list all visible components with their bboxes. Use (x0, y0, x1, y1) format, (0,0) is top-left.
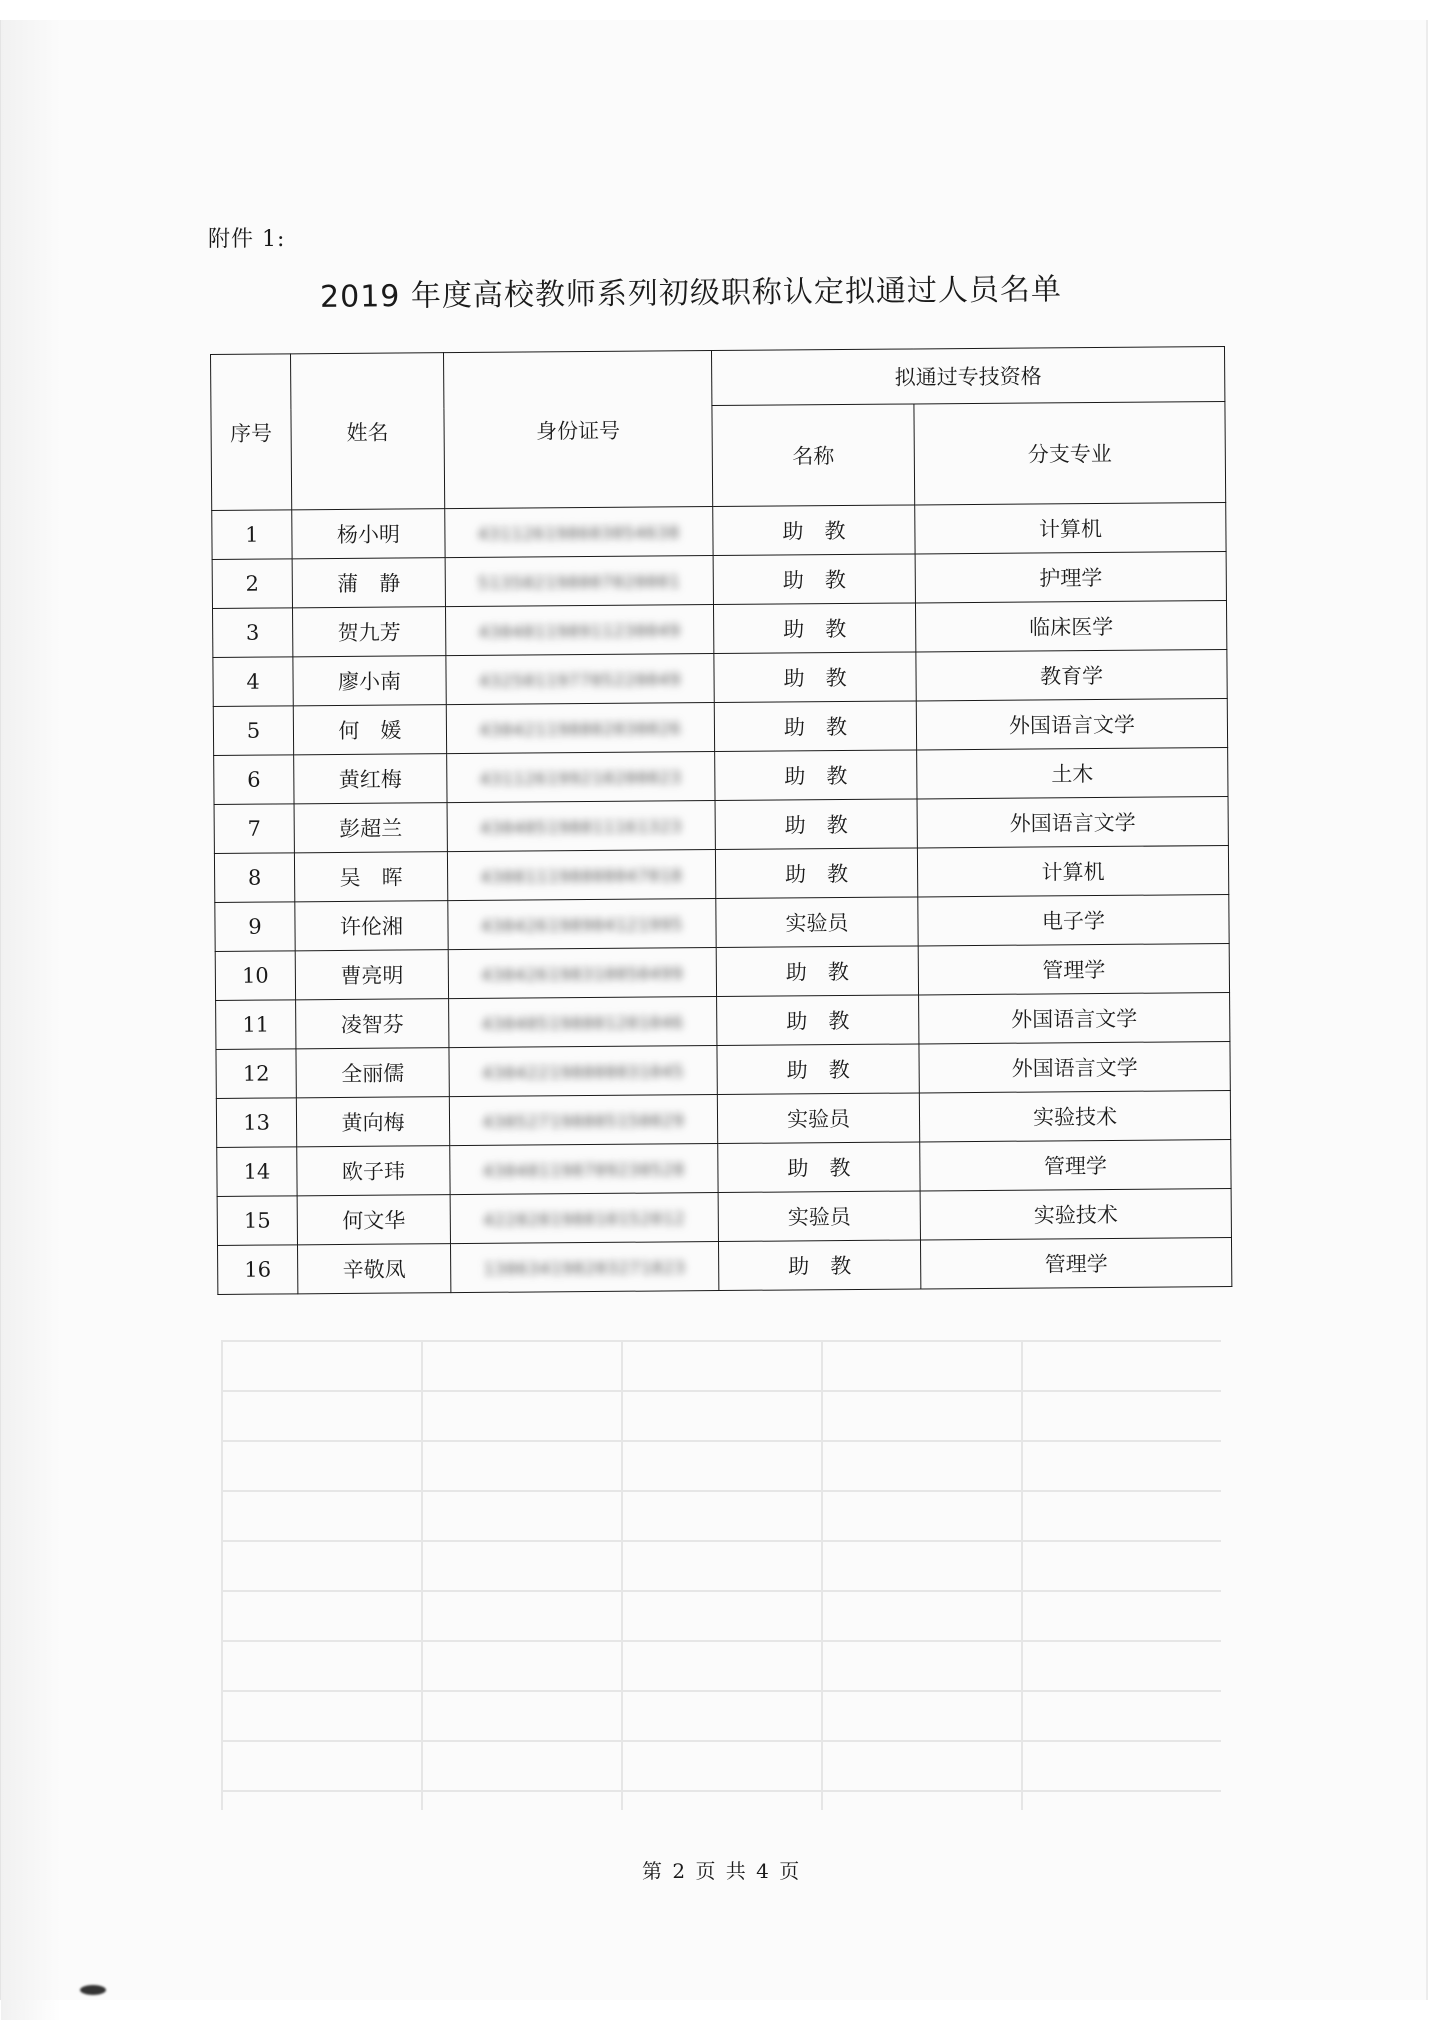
row-id-number: 513502198007020001 (478, 572, 681, 594)
row-title-cell (718, 1191, 920, 1242)
row-id-number: 430481198911230049 (478, 621, 681, 643)
row-name: 全丽儒 (341, 1061, 405, 1086)
row-specialty-cell (915, 601, 1226, 652)
row-specialty-cell (919, 993, 1230, 1044)
row-title-cell (716, 897, 918, 948)
row-seq-cell (212, 608, 292, 658)
table-row (215, 895, 1229, 952)
row-name-cell (292, 558, 445, 608)
row-name-cell (292, 509, 445, 559)
header-name: 姓名 (291, 353, 445, 510)
row-seq: 3 (245, 620, 260, 645)
header-specialty: 分支专业 (914, 402, 1226, 505)
row-specialty: 外国语言文学 (1008, 712, 1136, 738)
row-name: 何 媛 (338, 718, 402, 744)
row-specialty-cell (915, 552, 1226, 603)
row-title-cell (713, 505, 915, 556)
page-edge-shadow (1, 20, 61, 2020)
row-id-number-cell (445, 605, 713, 656)
row-specialty-cell (916, 650, 1227, 701)
row-specialty: 临床医学 (1029, 614, 1114, 640)
row-name: 欧子玮 (341, 1159, 406, 1184)
row-seq-cell (214, 853, 294, 903)
header-seq: 序号 (211, 354, 292, 511)
row-title: 实验员 (786, 1106, 851, 1132)
table-row (216, 1091, 1230, 1148)
row-specialty: 护理学 (1039, 565, 1103, 591)
scan-speck (80, 1985, 106, 1995)
row-name-cell (296, 1048, 449, 1098)
row-id-number: 432501197705220049 (478, 670, 682, 692)
row-name-cell (293, 656, 446, 706)
row-specialty-cell (920, 1140, 1231, 1191)
row-seq: 8 (247, 865, 262, 890)
header-title-name: 名称 (712, 404, 915, 507)
row-seq: 5 (246, 718, 261, 743)
row-seq: 14 (243, 1159, 271, 1184)
row-specialty-cell (918, 944, 1229, 995)
header-qualification-group: 拟通过专技资格 (711, 347, 1224, 406)
row-seq-cell (212, 510, 292, 560)
row-specialty-cell (920, 1238, 1231, 1289)
row-id-number-cell (448, 948, 716, 999)
row-seq-cell (218, 1245, 298, 1295)
row-name-cell (295, 950, 448, 1000)
row-seq: 15 (243, 1208, 271, 1233)
row-id-number-cell (450, 1193, 718, 1244)
row-id-number-cell (447, 850, 715, 901)
row-title: 助 教 (783, 666, 847, 691)
table-row (212, 503, 1226, 560)
row-title: 实验员 (787, 1204, 851, 1230)
row-title-cell (713, 603, 915, 654)
row-id-number-cell (448, 899, 716, 950)
row-title-cell (718, 1142, 920, 1193)
table-row (212, 552, 1226, 609)
row-name: 黄红梅 (338, 767, 402, 793)
table-row (213, 650, 1227, 707)
row-seq-cell (215, 951, 295, 1001)
row-id-number: 430405198811161323 (480, 817, 683, 839)
row-name: 贺九芳 (337, 620, 401, 646)
row-title-cell (716, 946, 918, 997)
row-title: 助 教 (786, 1057, 850, 1083)
row-title: 助 教 (782, 568, 846, 593)
row-seq: 12 (242, 1061, 270, 1086)
row-seq: 16 (244, 1257, 272, 1282)
row-title: 助 教 (784, 813, 848, 838)
table-row (212, 601, 1226, 658)
row-name: 廖小南 (337, 669, 402, 695)
row-name-cell (294, 852, 447, 902)
row-id-number-cell (450, 1144, 718, 1195)
row-name-cell (297, 1195, 450, 1245)
row-seq: 2 (245, 571, 260, 596)
row-name: 凌智芬 (340, 1012, 404, 1037)
row-id-number-cell (445, 556, 713, 607)
row-id-number: 430405198801201046 (481, 1013, 684, 1035)
row-id-number: 422828198810152012 (483, 1209, 686, 1231)
row-name: 吴 晖 (339, 865, 403, 890)
row-title-cell (713, 554, 915, 605)
row-name: 杨小明 (336, 522, 401, 548)
row-specialty: 教育学 (1039, 663, 1104, 689)
row-specialty-cell (916, 699, 1227, 750)
table-row (214, 748, 1228, 805)
row-id-number-cell (449, 997, 717, 1048)
row-id-number: 430426198310050499 (481, 964, 684, 986)
row-name-cell (296, 999, 449, 1049)
table-row (216, 993, 1230, 1050)
row-name: 许伦湘 (339, 914, 404, 939)
row-name-cell (297, 1244, 450, 1294)
row-specialty: 外国语言文学 (1009, 810, 1136, 836)
row-title: 实验员 (785, 911, 849, 936)
row-id-number: 430421198802030026 (479, 719, 682, 741)
row-seq: 10 (241, 963, 269, 988)
row-specialty-cell (920, 1189, 1231, 1240)
row-name-cell (294, 803, 447, 853)
row-title: 助 教 (784, 764, 848, 789)
row-specialty: 计算机 (1041, 859, 1105, 885)
row-name: 彭超兰 (339, 816, 403, 841)
row-seq-cell (216, 1049, 296, 1099)
row-name: 辛敬凤 (342, 1257, 406, 1282)
row-title-cell (715, 799, 917, 850)
table-row (213, 699, 1227, 756)
row-specialty: 外国语言文学 (1011, 1055, 1138, 1081)
row-id-number: 430481198709230528 (482, 1160, 686, 1182)
row-id-number-cell (446, 654, 714, 705)
row-title-cell (714, 701, 916, 752)
row-specialty: 实验技术 (1033, 1202, 1118, 1228)
row-specialty: 实验技术 (1032, 1104, 1118, 1130)
row-id-number-cell (449, 1046, 717, 1097)
row-title-cell (714, 652, 916, 703)
table-row (218, 1238, 1232, 1295)
row-title: 助 教 (786, 1009, 850, 1034)
row-specialty: 外国语言文学 (1011, 1006, 1138, 1032)
row-seq-cell (213, 706, 293, 756)
row-specialty: 管理学 (1043, 1153, 1107, 1179)
row-seq: 1 (245, 522, 259, 547)
row-seq-cell (217, 1196, 297, 1246)
row-specialty: 管理学 (1044, 1251, 1108, 1277)
row-id-number: 431126198603054638 (477, 523, 681, 545)
row-seq: 13 (243, 1110, 270, 1135)
table-row (214, 846, 1228, 903)
row-specialty-cell (919, 1042, 1230, 1093)
row-id-number-cell (447, 801, 715, 852)
page-number: 第 2 页 共 4 页 (642, 1859, 802, 1883)
row-id-number: 430426198904121995 (480, 915, 684, 937)
row-specialty: 电子学 (1041, 908, 1106, 934)
row-title: 助 教 (783, 617, 847, 642)
row-seq-cell (215, 902, 295, 952)
bleed-through-table (221, 1340, 1221, 1810)
row-seq: 6 (247, 767, 261, 792)
row-specialty-cell (917, 797, 1228, 848)
row-specialty: 管理学 (1042, 957, 1106, 983)
row-title: 助 教 (783, 715, 848, 740)
row-name: 蒲 静 (337, 571, 401, 597)
row-name-cell (294, 754, 447, 804)
row-name-cell (293, 705, 446, 755)
row-seq: 4 (246, 669, 260, 694)
row-title: 助 教 (785, 960, 849, 985)
table-row (214, 797, 1228, 854)
row-id-number: 430527198805150029 (482, 1111, 685, 1133)
row-seq-cell (212, 559, 292, 609)
row-title: 助 教 (782, 519, 846, 544)
row-name-cell (292, 607, 445, 657)
row-title-cell (717, 995, 919, 1046)
attachment-label: 附件 1: (208, 227, 286, 252)
row-id-number-cell (447, 752, 715, 803)
row-seq-cell (214, 804, 294, 854)
row-specialty-cell (917, 846, 1228, 897)
document-title: 2019 年度高校教师系列初级职称认定拟通过人员名单 (319, 272, 1063, 315)
row-seq: 9 (248, 914, 262, 939)
row-name: 曹亮明 (340, 963, 404, 988)
row-id-number-cell (450, 1242, 718, 1293)
row-id-number: 130634198203271823 (483, 1258, 686, 1280)
row-specialty-cell (919, 1091, 1230, 1142)
row-specialty: 计算机 (1038, 517, 1102, 542)
row-title: 助 教 (787, 1155, 851, 1181)
row-name-cell (297, 1146, 450, 1196)
row-seq: 11 (242, 1012, 270, 1037)
table-row (216, 1042, 1230, 1099)
row-title-cell (717, 1093, 919, 1144)
row-id-number: 430422198808031045 (481, 1062, 685, 1084)
row-specialty: 土木 (1051, 762, 1094, 787)
table-row (215, 944, 1229, 1001)
row-id-number: 431126199210200023 (479, 768, 683, 790)
row-seq: 7 (247, 816, 262, 841)
row-title-cell (717, 1044, 919, 1095)
table-row (217, 1189, 1231, 1246)
row-name: 黄向梅 (341, 1110, 405, 1135)
row-name: 何文华 (342, 1208, 406, 1233)
row-id-number: 430811198808047018 (480, 866, 683, 888)
row-id-number-cell (449, 1095, 717, 1146)
row-title-cell (715, 750, 917, 801)
row-seq-cell (216, 1098, 296, 1148)
row-seq-cell (213, 657, 293, 707)
row-title-cell (715, 848, 917, 899)
header-id-number: 身份证号 (443, 351, 712, 509)
personnel-table (210, 346, 1232, 1295)
table-row (217, 1140, 1231, 1197)
row-title: 助 教 (785, 862, 849, 887)
row-seq-cell (216, 1000, 296, 1050)
row-id-number-cell (446, 703, 714, 754)
row-specialty-cell (918, 895, 1229, 946)
row-title-cell (718, 1240, 920, 1291)
row-id-number-cell (445, 507, 713, 558)
row-specialty-cell (915, 503, 1226, 554)
row-seq-cell (217, 1147, 297, 1197)
row-name-cell (295, 901, 448, 951)
row-title: 助 教 (788, 1253, 852, 1279)
row-name-cell (296, 1097, 449, 1147)
row-specialty-cell (917, 748, 1228, 799)
row-seq-cell (214, 755, 294, 805)
